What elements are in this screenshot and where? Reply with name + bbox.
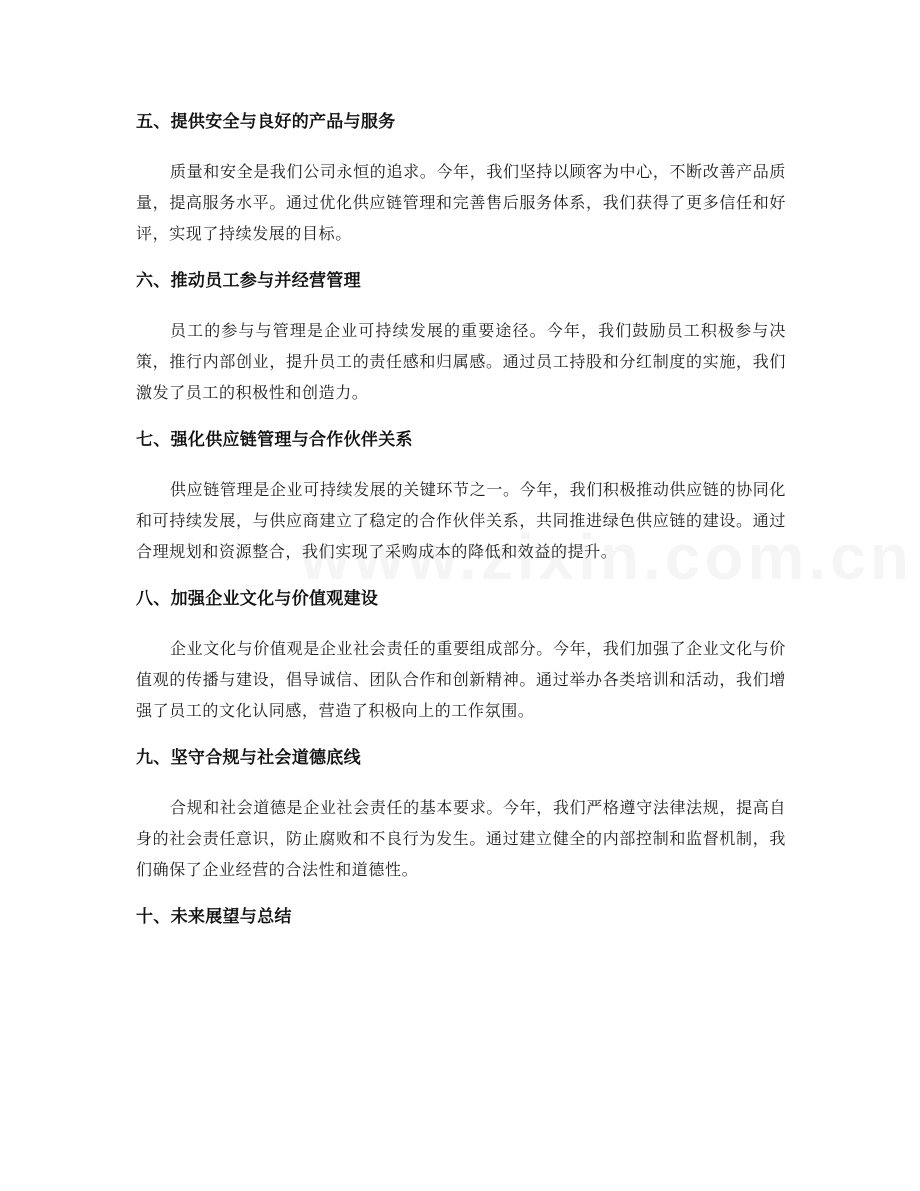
section-heading: 五、提供安全与良好的产品与服务 [136,112,396,132]
section-heading: 九、坚守合规与社会道德底线 [136,748,361,768]
section-9 [136,740,786,885]
section-paragraph: 合规和社会道德是企业社会责任的基本要求。今年，我们严格遵守法律法规，提高自身的社会责任意识，防止腐败和不良行为发生。通过建立健全的内部控制和监督机制，我们确保了企业经营的合法性和道德性。 [136,798,786,879]
section-5 [136,104,786,249]
document-body [136,104,786,935]
section-paragraph: 员工的参与与管理是企业可持续发展的重要途径。今年，我们鼓励员工积极参与决策，推行内部创业，提升员工的责任感和归属感。通过员工持股和分红制度的实施，我们激发了员工的积极性和创造力。 [136,321,786,402]
section-8 [136,581,786,726]
section-6 [136,263,786,408]
section-heading: 七、强化供应链管理与合作伙伴关系 [136,430,413,450]
section-paragraph: 供应链管理是企业可持续发展的关键环节之一。今年，我们积极推动供应链的协同化和可持续发展，与供应商建立了稳定的合作伙伴关系，共同推进绿色供应链的建设。通过合理规划和资源整合，我们实现了采购成本的降低和效益的提升。 [136,480,786,561]
section-7 [136,422,786,567]
section-10-heading: 十、未来展望与总结 [136,907,292,927]
section-heading: 八、加强企业文化与价值观建设 [136,589,379,609]
section-heading: 六、推动员工参与并经营管理 [136,271,361,291]
section-paragraph: 企业文化与价值观是企业社会责任的重要组成部分。今年，我们加强了企业文化与价值观的传播与建设，倡导诚信、团队合作和创新精神。通过举办各类培训和活动，我们增强了员工的文化认同感，营造了积极向上的工作氛围。 [136,639,786,720]
section-paragraph: 质量和安全是我们公司永恒的追求。今年，我们坚持以顾客为中心，不断改善产品质量，提高服务水平。通过优化供应链管理和完善售后服务体系，我们获得了更多信任和好评，实现了持续发展的目标。 [136,162,786,243]
